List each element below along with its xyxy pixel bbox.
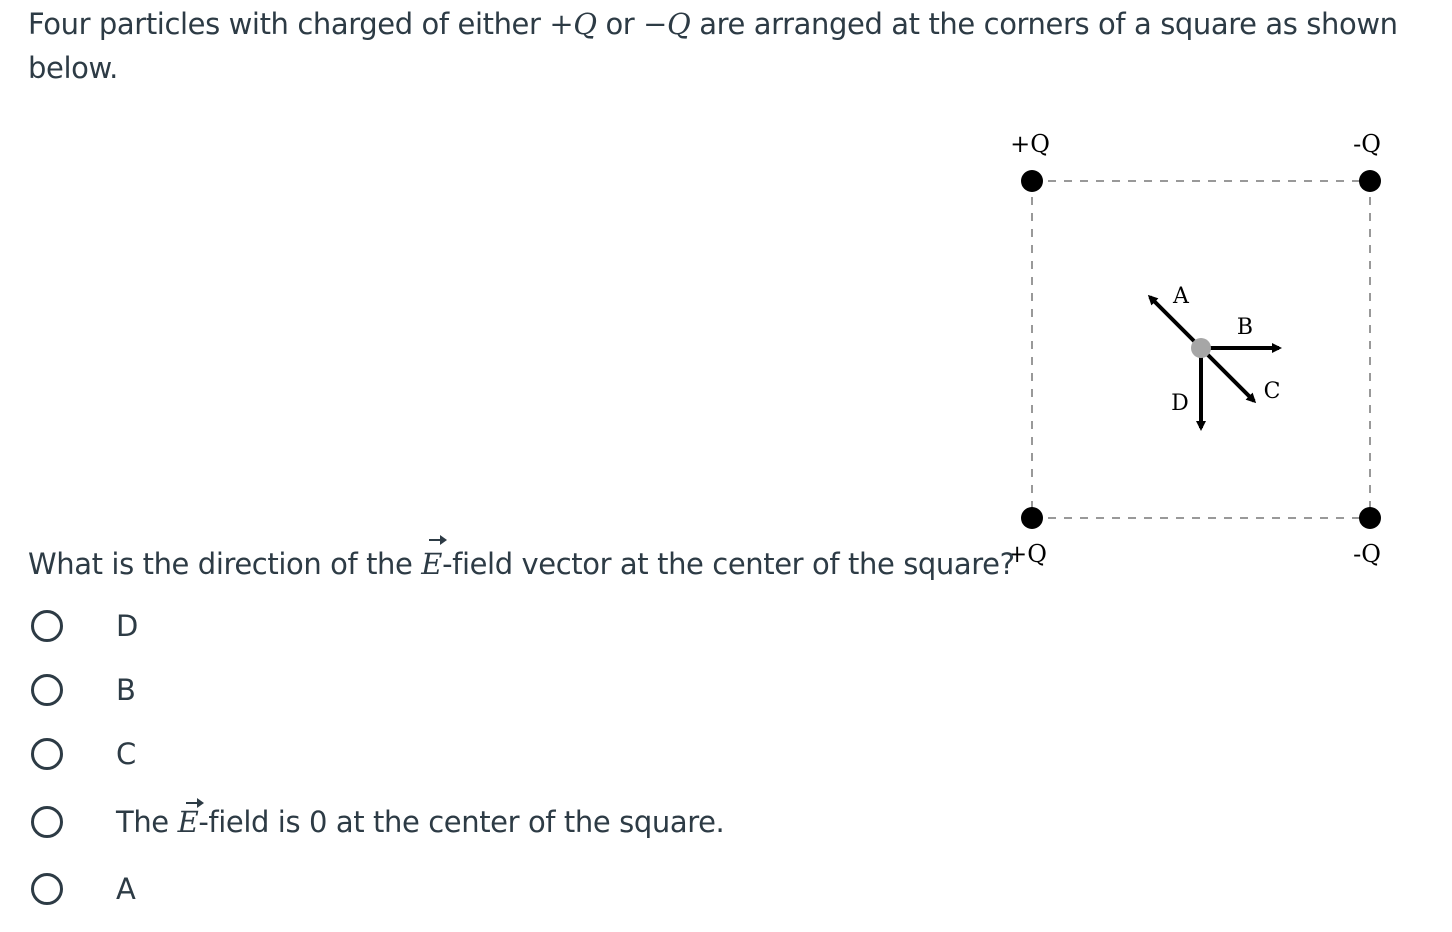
radio-button[interactable]: [31, 610, 63, 642]
minus-q-math: −: [643, 7, 668, 41]
answer-label-part: The: [116, 805, 178, 839]
answer-option-zero-field[interactable]: [28, 800, 928, 844]
answer-label: [116, 805, 724, 839]
arrow-a: [1150, 297, 1201, 348]
question-text: [28, 2, 1408, 90]
answer-option-b[interactable]: [28, 668, 928, 712]
question-prompt: [28, 542, 1015, 586]
answer-option-c[interactable]: [28, 732, 928, 776]
square-edges: [1032, 181, 1370, 518]
answer-option-a[interactable]: [28, 867, 928, 911]
answer-label: C: [116, 737, 136, 771]
arrow-label-c: C: [1263, 379, 1281, 404]
answer-label: B: [116, 673, 136, 707]
radio-button[interactable]: [31, 806, 63, 838]
charge-label-top-left: +Q: [1010, 130, 1050, 158]
plus-q-var: Q: [573, 7, 597, 41]
answer-label: D: [116, 609, 138, 643]
arrow-label-a: A: [1173, 284, 1189, 309]
charge-top-left: [1021, 170, 1043, 192]
radio-button[interactable]: [31, 873, 63, 905]
answer-label-part: -field is 0 at the center of the square.: [198, 805, 725, 839]
center-point: [1191, 338, 1211, 358]
question-text-part: Four particles with charged of either: [28, 7, 550, 41]
charge-top-right: [1359, 170, 1381, 192]
radio-button[interactable]: [31, 674, 63, 706]
minus-q-var: Q: [667, 7, 691, 41]
charge-bottom-left: [1021, 507, 1043, 529]
answer-option-d[interactable]: [28, 604, 928, 648]
charge-label-top-right: -Q: [1353, 130, 1381, 158]
charge-label-bottom-right: -Q: [1353, 540, 1381, 568]
charge-bottom-right: [1359, 507, 1381, 529]
radio-button[interactable]: [31, 738, 63, 770]
question-text-part: are arranged at the corners of a square as shown below.: [28, 7, 1398, 85]
plus-q-math: +: [549, 7, 574, 41]
e-vector-symbol: E: [421, 542, 442, 586]
arrow-label-d: D: [1171, 391, 1189, 416]
question-text-part: or: [596, 7, 644, 41]
answer-label: A: [116, 872, 136, 906]
arrow-c: [1201, 348, 1254, 401]
prompt-text-part: What is the direction of the: [28, 547, 422, 581]
prompt-text-part: -field vector at the center of the square?: [442, 547, 1015, 581]
charge-label-bottom-left: +Q: [1007, 540, 1047, 568]
field-arrows: [1150, 297, 1279, 428]
arrow-label-b: B: [1236, 315, 1254, 340]
e-vector-symbol: E: [177, 805, 199, 839]
